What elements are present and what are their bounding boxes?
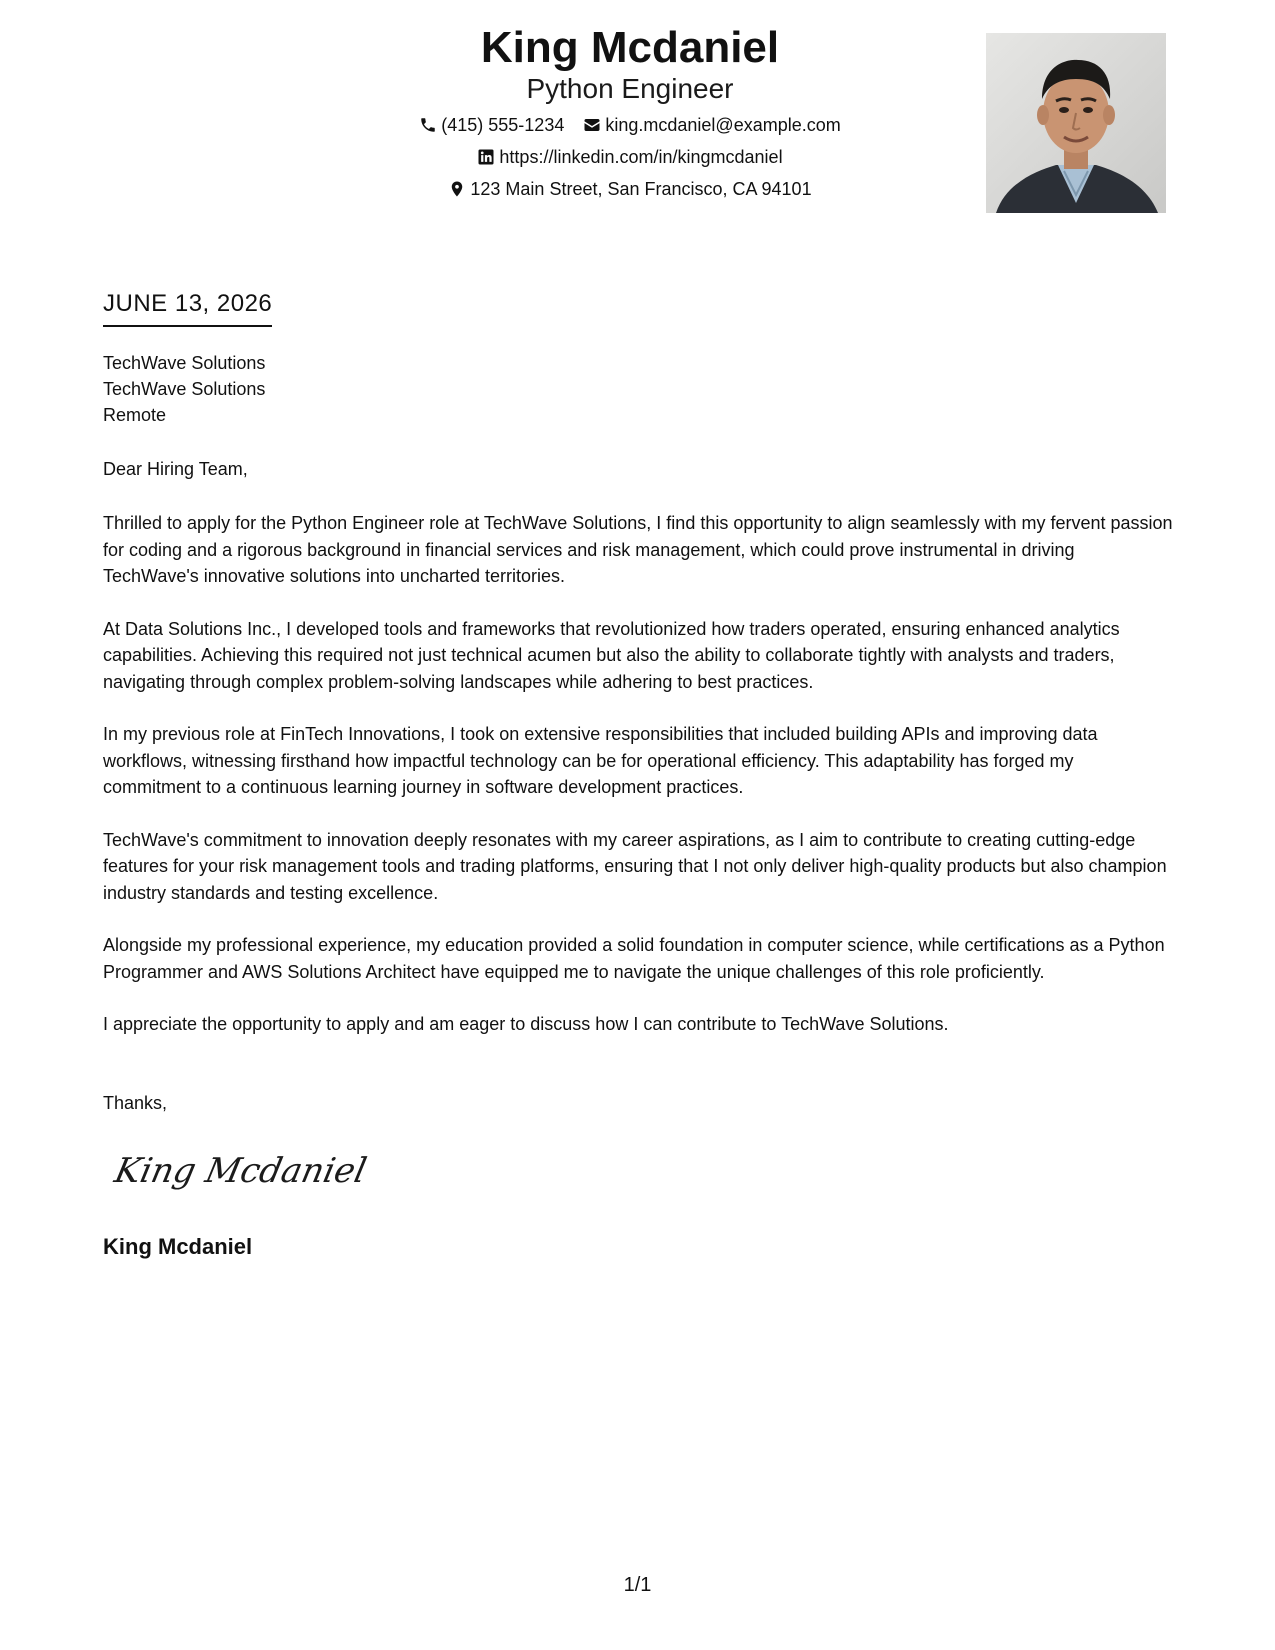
recipient-line: TechWave Solutions bbox=[103, 379, 266, 399]
page-number: 1/1 bbox=[623, 1574, 652, 1596]
salutation: Dear Hiring Team, bbox=[103, 459, 248, 479]
body-paragraph: Alongside my professional experience, my education provided a solid foundation in computer science, while certifications as a Python Programmer and AWS Solutions Architect have equipped me to navigate the unique challenges of this role proficiently. bbox=[103, 935, 1165, 982]
recipient-line: Remote bbox=[103, 405, 167, 425]
letter-date: JUNE 13, 2026 bbox=[103, 289, 272, 327]
applicant-role: Python Engineer bbox=[526, 73, 734, 104]
body-paragraph: TechWave's commitment to innovation deeply resonates with my career aspirations, as I aim to contribute to creating cutting-edge features for your risk management tools and trading platforms, ensuring that I not only deliver high-quality products but also champion industry standards and testing excellence. bbox=[103, 829, 1167, 903]
recipient-line: TechWave Solutions bbox=[103, 353, 266, 373]
contact-linkedin bbox=[477, 145, 782, 169]
body-paragraph: Thrilled to apply for the Python Engineer role at TechWave Solutions, I find this opportunity to align seamlessly with my fervent passion for coding and a rigorous background in financial services and risk management, which could prove instrumental in driving TechWave's innovative solutions into uncharted territories. bbox=[103, 513, 1173, 586]
contact-email bbox=[583, 113, 840, 137]
phone-text[interactable]: (415) 555-1234 bbox=[441, 115, 565, 135]
letter-header bbox=[0, 0, 1275, 230]
recipient-block bbox=[103, 350, 265, 428]
email-text[interactable]: king.mcdaniel@example.com bbox=[605, 115, 841, 135]
closing: Thanks, bbox=[103, 1093, 168, 1113]
signer-name: King Mcdaniel bbox=[103, 1234, 253, 1259]
signature-text: King Mcdaniel bbox=[111, 1151, 370, 1191]
map-pin-icon bbox=[448, 180, 466, 198]
body-paragraph: At Data Solutions Inc., I developed tools and frameworks that revolutionized how traders operated, ensuring enhanced analytics capabilities. Achieving this required not just technical acumen but also the ability to collaborate tightly with analysts and traders, navigating through complex problem-solving landscapes while adhering to best practices. bbox=[103, 618, 1120, 692]
body-paragraph: I appreciate the opportunity to apply and am eager to discuss how I can contribute to TechWave Solutions. bbox=[103, 1014, 949, 1034]
applicant-name: King Mcdaniel bbox=[480, 23, 780, 72]
handwritten-signature bbox=[110, 1140, 370, 1200]
letter-body bbox=[103, 510, 1173, 1064]
address-text: 123 Main Street, San Francisco, CA 94101 bbox=[470, 179, 812, 199]
linkedin-icon bbox=[477, 148, 495, 166]
phone-icon bbox=[419, 116, 437, 134]
envelope-icon bbox=[583, 116, 601, 134]
contact-phone bbox=[419, 113, 564, 137]
contact-address bbox=[448, 177, 811, 201]
profile-photo bbox=[986, 33, 1166, 213]
linkedin-text[interactable]: https://linkedin.com/in/kingmcdaniel bbox=[499, 147, 783, 167]
body-paragraph: In my previous role at FinTech Innovations, I took on extensive responsibilities that included building APIs and improving data workflows, witnessing firsthand how impactful technology can be for operational efficiency. This adaptability has forged my commitment to a continuous learning journey in software development practices. bbox=[103, 724, 1098, 797]
